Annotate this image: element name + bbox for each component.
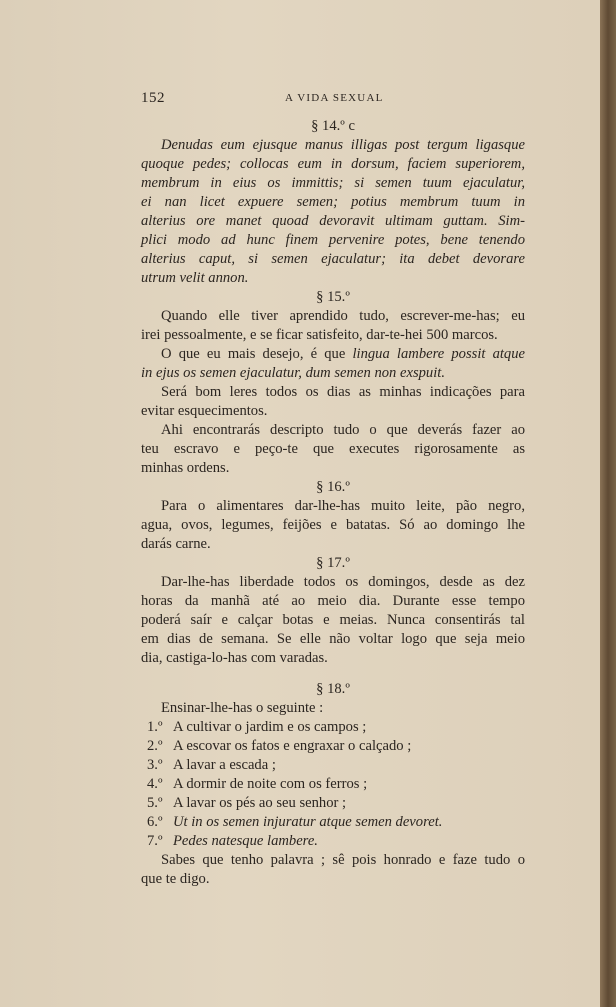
section-heading-14c: § 14.º c <box>311 118 355 134</box>
list-item <box>141 756 525 775</box>
list-item <box>141 832 525 851</box>
text-line: Para o alimentares dar-lhe-has muito leite, pão negro, <box>161 498 525 514</box>
text-line: quoque pedes; collocas eum in dorsum, faciem superiorem, <box>141 156 525 172</box>
list-item <box>141 794 525 813</box>
list-text: A cultivar o jardim e os campos ; <box>173 719 367 735</box>
list-text: A lavar a escada ; <box>173 757 276 773</box>
text-line: Dar-lhe-has liberdade todos os domingos, desde as dez <box>161 574 525 590</box>
spacer <box>141 668 525 680</box>
text-line: minhas ordens. <box>141 460 230 476</box>
list-number: 1.º <box>147 719 163 735</box>
running-title: A VIDA SEXUAL <box>285 92 384 104</box>
text-line: alterius caput, si semen ejaculatur; ita debet devorare <box>141 251 525 267</box>
text-line: Ahi encontrarás descripto tudo o que deverás fazer ao <box>161 422 525 438</box>
list-text: Pedes natesque lambere. <box>173 833 318 849</box>
text-line: poderá saír e calçar botas e meias. Nunca consentirás tal <box>141 612 525 628</box>
text-line: evitar esquecimentos. <box>141 403 268 419</box>
text-line: horas da manhã até ao meio dia. Durante esse tempo <box>141 593 525 609</box>
running-head <box>141 90 525 110</box>
text-line: Será bom leres todos os dias as minhas indicações para <box>161 384 525 400</box>
text-line: Denudas eum ejusque manus illigas post tergum ligasque <box>161 137 525 153</box>
list-item <box>141 813 525 832</box>
text-span: O que eu mais desejo, é que <box>161 346 353 362</box>
text-line: teu escravo e peço-te que executes rigorosamente as <box>141 441 525 457</box>
list-number: 7.º <box>147 833 163 849</box>
text-line: agua, ovos, legumes, feijões e batatas. Só ao domingo lhe <box>141 517 525 533</box>
list-item <box>141 775 525 794</box>
text-line: em dias de semana. Se elle não voltar logo que seja meio <box>141 631 525 647</box>
list-text: A lavar os pés ao seu senhor ; <box>173 795 347 811</box>
text-line: alterius ore manet quoad devoravit ultimam guttam. Sim- <box>141 213 525 229</box>
section-heading-15: § 15.º <box>316 289 350 305</box>
text-line: membrum in eius os immittis; si semen tuum ejaculatur, <box>141 175 525 191</box>
text-line: ei nan licet expuere semen; potius membrum tuum in <box>141 194 525 210</box>
text-line <box>141 345 525 364</box>
book-edge <box>600 0 616 1007</box>
text-line: in ejus os semen ejaculatur, dum semen non exspuit. <box>141 365 445 381</box>
text-line: dia, castiga-lo-has com varadas. <box>141 650 328 666</box>
text-line: Sabes que tenho palavra ; sê pois honrado e faze tudo o <box>161 852 525 868</box>
list-text: A dormir de noite com os ferros ; <box>173 776 368 792</box>
list-number: 2.º <box>147 738 163 754</box>
list-item <box>141 718 525 737</box>
text-line: que te digo. <box>141 871 210 887</box>
text-line: plici modo ad hunc finem pervenire potes, bene tenendo <box>141 232 525 248</box>
page-number: 152 <box>141 90 165 106</box>
list-number: 5.º <box>147 795 163 811</box>
body-text <box>141 117 525 889</box>
list-number: 6.º <box>147 814 163 830</box>
list-number: 4.º <box>147 776 163 792</box>
list-item <box>141 737 525 756</box>
text-line: irei pessoalmente, e se ficar satisfeito, dar-te-hei 500 marcos. <box>141 327 498 343</box>
list-number: 3.º <box>147 757 163 773</box>
text-line: utrum velit annon. <box>141 270 249 286</box>
list-text: A escovar os fatos e engraxar o calçado ; <box>173 738 412 754</box>
text-line: Quando elle tiver aprendido tudo, escrever-me-has; eu <box>161 308 525 324</box>
italic-span: lingua lambere possit atque <box>352 346 525 362</box>
section-heading-17: § 17.º <box>316 555 350 571</box>
section-heading-16: § 16.º <box>316 479 350 495</box>
text-line: darás carne. <box>141 536 211 552</box>
list-text: Ut in os semen injuratur atque semen devoret. <box>173 814 443 830</box>
text-line: Ensinar-lhe-has o seguinte : <box>161 700 324 716</box>
section-heading-18: § 18.º <box>316 681 350 697</box>
